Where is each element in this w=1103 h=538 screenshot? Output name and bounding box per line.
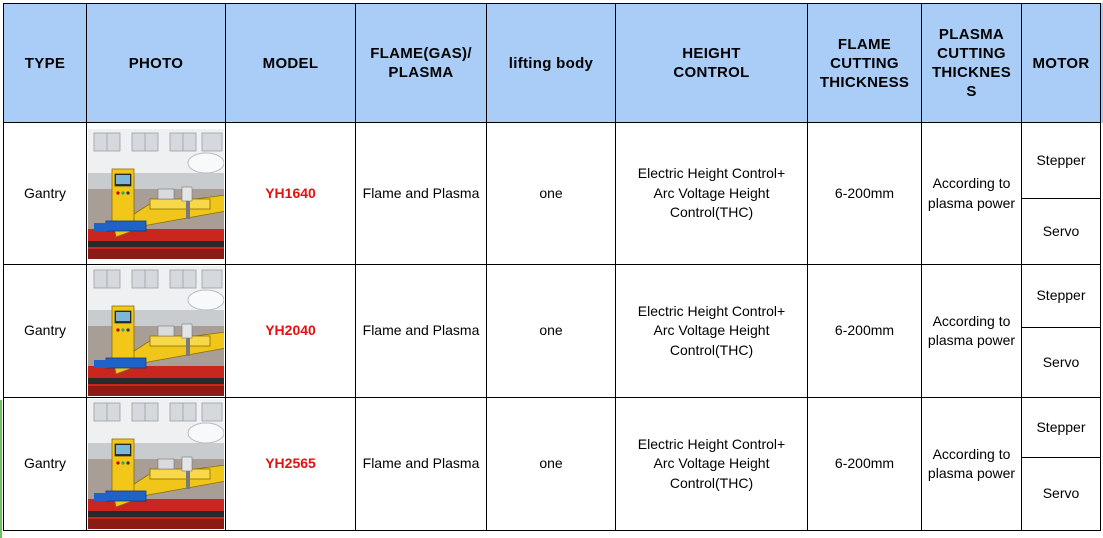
model-cell: YH2040 [226, 265, 356, 398]
spec-table [3, 3, 1101, 531]
header-motor: MOTOR [1022, 4, 1101, 123]
height-control-cell: Electric Height Control+ Arc Voltage Height Control(THC) [616, 123, 808, 265]
type-cell: Gantry [4, 398, 87, 531]
lifting-body-cell: one [487, 265, 616, 398]
table-row [4, 265, 1101, 328]
header-flame-cutting-thickness: FLAME CUTTING THICKNESS [808, 4, 922, 123]
table-row [4, 398, 1101, 458]
machine-photo [88, 129, 224, 259]
selection-edge-line [0, 400, 2, 538]
lifting-body-cell: one [487, 398, 616, 531]
flame-plasma-cell: Flame and Plasma [356, 265, 487, 398]
machine-photo [88, 399, 224, 529]
plasma-thickness-cell: According to plasma power [922, 265, 1022, 398]
motor-stepper-cell: Stepper [1022, 123, 1101, 199]
motor-servo-cell: Servo [1022, 199, 1101, 265]
motor-servo-cell: Servo [1022, 458, 1101, 531]
header-model: MODEL [226, 4, 356, 123]
header-height-control: HEIGHT CONTROL [616, 4, 808, 123]
table-row [4, 123, 1101, 199]
header-lifting-body: lifting body [487, 4, 616, 123]
type-cell: Gantry [4, 265, 87, 398]
photo-cell [87, 123, 226, 265]
motor-servo-cell: Servo [1022, 328, 1101, 398]
flame-thickness-cell: 6-200mm [808, 123, 922, 265]
header-plasma-cutting-thickness: PLASMA CUTTING THICKNES S [922, 4, 1022, 123]
lifting-body-cell: one [487, 123, 616, 265]
flame-plasma-cell: Flame and Plasma [356, 398, 487, 531]
header-type: TYPE [4, 4, 87, 123]
motor-stepper-cell: Stepper [1022, 265, 1101, 328]
model-cell: YH2565 [226, 398, 356, 531]
flame-plasma-cell: Flame and Plasma [356, 123, 487, 265]
motor-stepper-cell: Stepper [1022, 398, 1101, 458]
header-photo: PHOTO [87, 4, 226, 123]
header-flame-plasma: FLAME(GAS)/ PLASMA [356, 4, 487, 123]
height-control-cell: Electric Height Control+ Arc Voltage Height Control(THC) [616, 398, 808, 531]
plasma-thickness-cell: According to plasma power [922, 123, 1022, 265]
machine-photo [88, 266, 224, 396]
type-cell: Gantry [4, 123, 87, 265]
model-cell: YH1640 [226, 123, 356, 265]
height-control-cell: Electric Height Control+ Arc Voltage Height Control(THC) [616, 265, 808, 398]
photo-cell [87, 265, 226, 398]
photo-cell [87, 398, 226, 531]
flame-thickness-cell: 6-200mm [808, 398, 922, 531]
header-row [4, 4, 1101, 123]
plasma-thickness-cell: According to plasma power [922, 398, 1022, 531]
flame-thickness-cell: 6-200mm [808, 265, 922, 398]
